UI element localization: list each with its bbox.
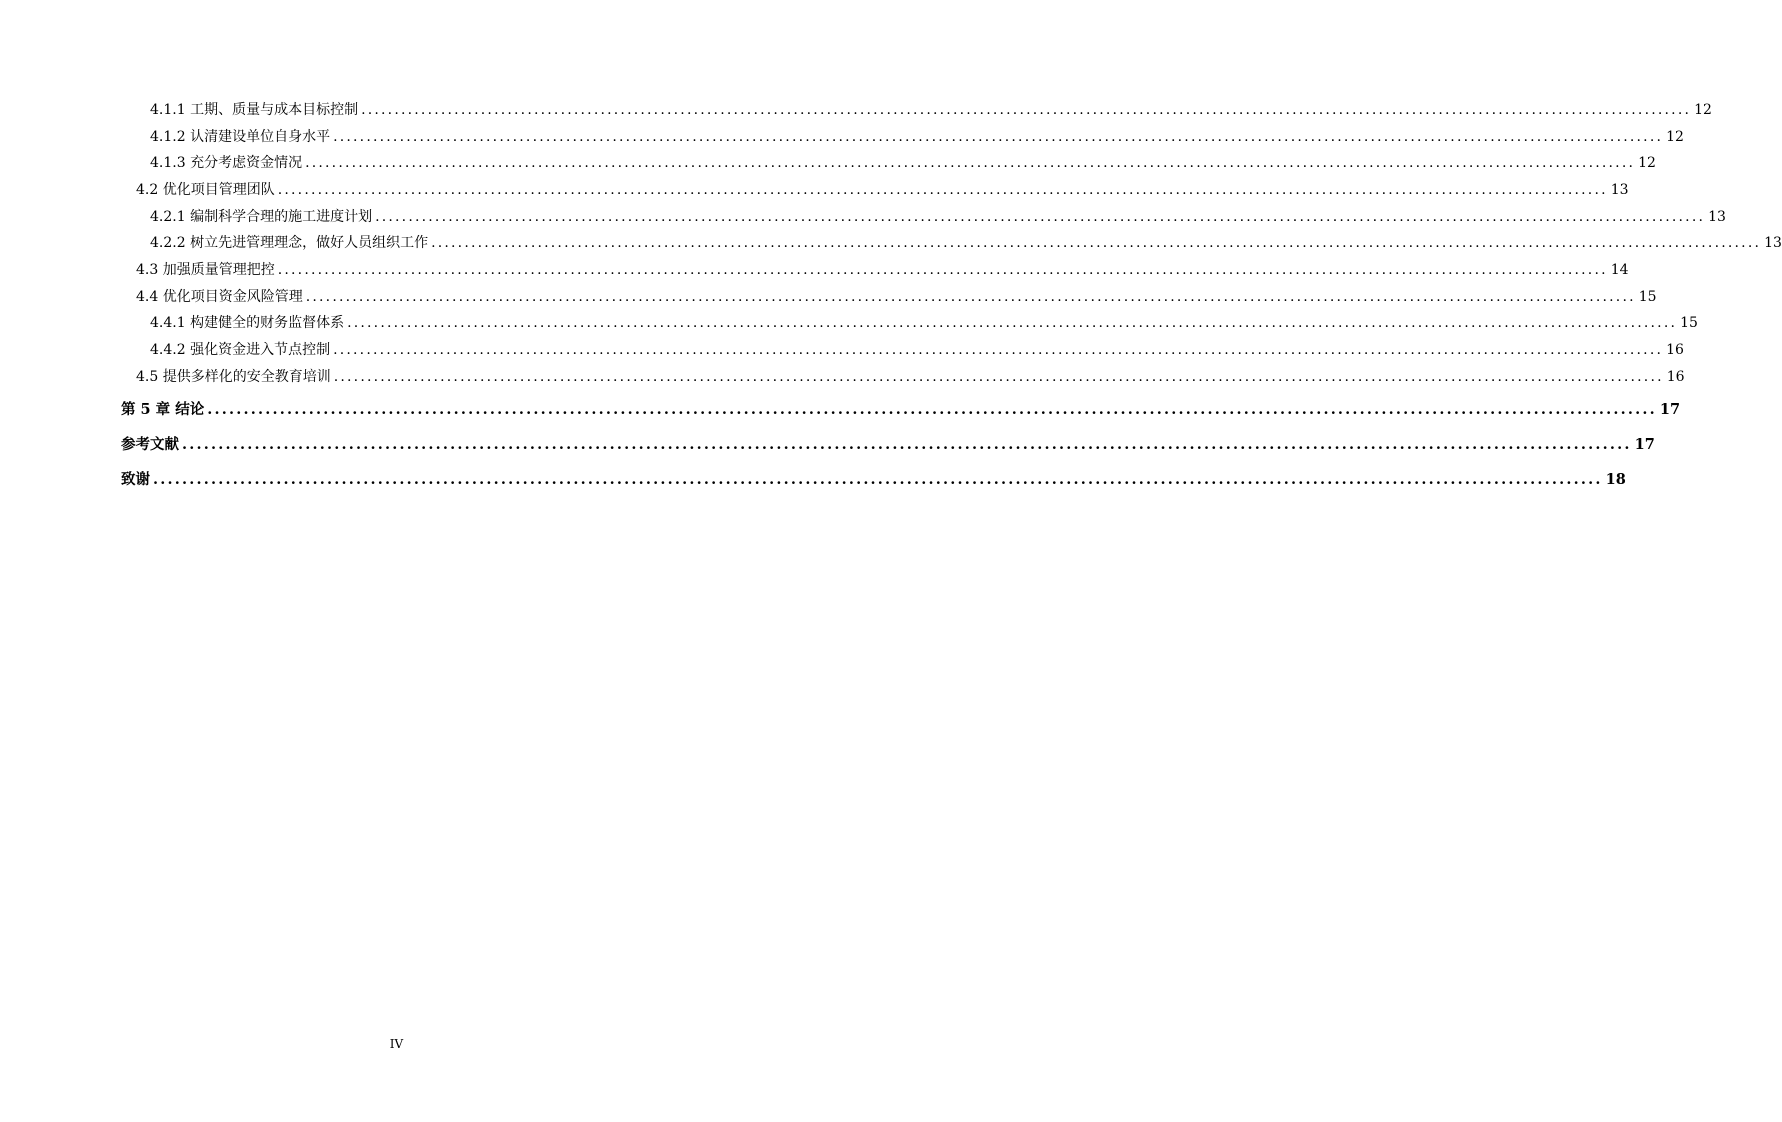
dot-leader: ........................................................................................................................................................................................................: [333, 342, 1664, 358]
toc-entry-page: 12: [1666, 129, 1684, 145]
toc-entry-page: 15: [1680, 315, 1698, 331]
toc-entry[interactable]: [150, 232, 1782, 254]
toc-entry-label: 4.2.2 树立先进管理理念，做好人员组织工作: [150, 235, 429, 251]
toc-entry-page: 16: [1666, 342, 1684, 358]
toc-entry-label: 4.1.3 充分考虑资金情况: [150, 155, 303, 171]
toc-entry-label: 4.2.1 编制科学合理的施工进度计划: [150, 209, 373, 225]
toc-entry-label: 参考文献: [121, 436, 179, 453]
toc-entry[interactable]: [150, 339, 1684, 361]
toc-entry[interactable]: [136, 286, 1657, 308]
toc-entry-label: 4.1.1 工期、质量与成本目标控制: [150, 102, 359, 118]
dot-leader: ........................................................................................................................................................................................................: [333, 369, 1664, 385]
toc-entry-label: 4.4.2 强化资金进入节点控制: [150, 342, 331, 358]
dot-leader: ........................................................................................................................................................................................................: [277, 262, 1608, 278]
dot-leader: ........................................................................................................................................................................................................: [431, 235, 1762, 251]
dot-leader: ........................................................................................................................................................................................................: [277, 182, 1608, 198]
toc-entry-page: 13: [1610, 182, 1629, 198]
dot-leader: ........................................................................................................................................................................................................: [182, 436, 1632, 453]
toc-entry-page: 17: [1659, 401, 1681, 418]
toc-entry[interactable]: [150, 312, 1698, 334]
toc-entry[interactable]: [136, 366, 1685, 388]
toc-entry-label: 4.4 优化项目资金风险管理: [136, 289, 303, 305]
toc-entry-label: 4.2 优化项目管理团队: [136, 182, 275, 198]
toc-entry-page: 13: [1764, 235, 1782, 251]
toc-entry-page: 18: [1605, 471, 1626, 488]
toc-entry-label: 4.1.2 认清建设单位自身水平: [150, 129, 331, 145]
toc-entry-label: 第 5 章 结论: [121, 401, 205, 418]
dot-leader: ........................................................................................................................................................................................................: [333, 129, 1664, 145]
dot-leader: ........................................................................................................................................................................................................: [305, 155, 1636, 171]
toc-entry[interactable]: [150, 126, 1684, 148]
toc-chapter-entry[interactable]: [121, 468, 1626, 492]
dot-leader: ........................................................................................................................................................................................................: [207, 401, 1657, 418]
toc-entry-page: 12: [1694, 102, 1712, 118]
toc-entry[interactable]: [150, 99, 1712, 121]
page-number-footer: IV: [389, 1037, 404, 1051]
dot-leader: ........................................................................................................................................................................................................: [153, 471, 1603, 488]
toc-entry-label: 4.4.1 构建健全的财务监督体系: [150, 315, 345, 331]
dot-leader: ........................................................................................................................................................................................................: [361, 102, 1692, 118]
toc-entry[interactable]: [150, 206, 1726, 228]
toc-chapter-entry[interactable]: [121, 433, 1655, 457]
dot-leader: ........................................................................................................................................................................................................: [305, 289, 1636, 305]
toc-entry-page: 14: [1610, 262, 1629, 278]
toc-entry-label: 4.5 提供多样化的安全教育培训: [136, 369, 331, 385]
toc-entry-page: 15: [1638, 289, 1657, 305]
toc-entry-page: 17: [1634, 436, 1655, 453]
toc-entry-label: 4.3 加强质量管理把控: [136, 262, 275, 278]
toc-entry[interactable]: [136, 179, 1629, 201]
toc-entry[interactable]: [136, 259, 1629, 281]
toc-entry-page: 13: [1708, 209, 1726, 225]
toc-entry[interactable]: [150, 152, 1656, 174]
toc-entry-label: 致谢: [121, 471, 150, 488]
toc-entry-page: 12: [1638, 155, 1656, 171]
dot-leader: ........................................................................................................................................................................................................: [375, 209, 1706, 225]
dot-leader: ........................................................................................................................................................................................................: [347, 315, 1678, 331]
toc-chapter-entry[interactable]: [121, 398, 1681, 422]
toc-entry-page: 16: [1666, 369, 1685, 385]
